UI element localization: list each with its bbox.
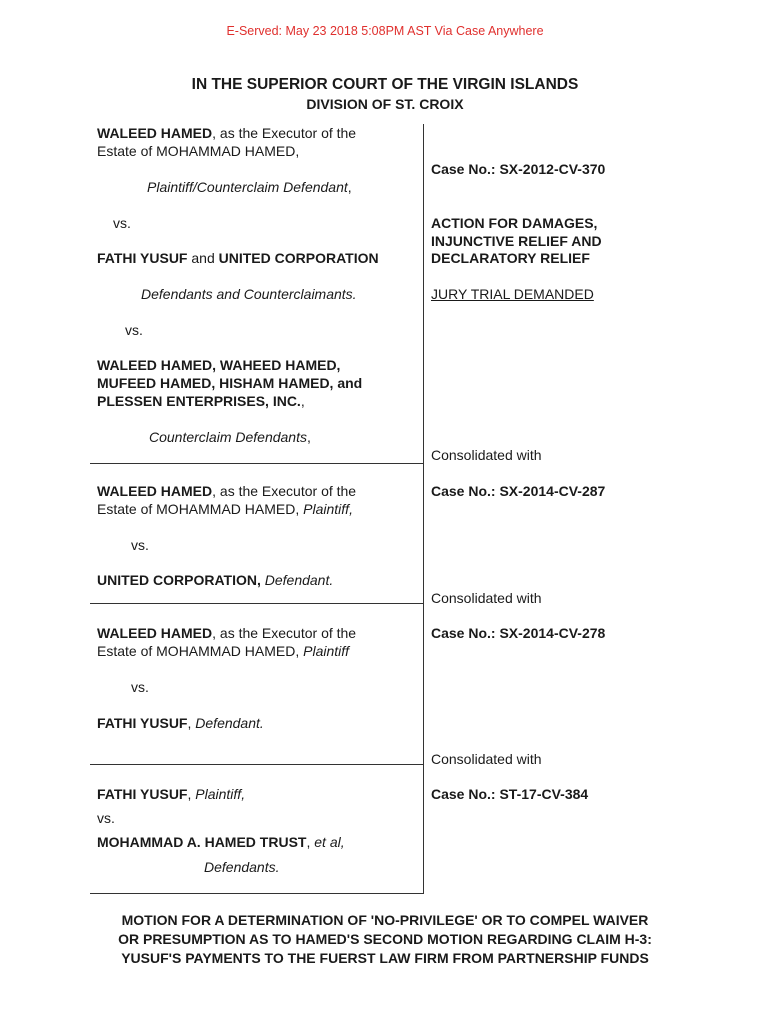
case2-plaintiff-rest: , as the Executor of the (212, 483, 357, 499)
case1-case-number: Case No.: SX-2012-CV-370 (431, 161, 606, 177)
motion-title-line1: MOTION FOR A DETERMINATION OF 'NO-PRIVILEGE' OR TO COMPEL WAIVER (121, 912, 649, 928)
case3-case-number: Case No.: SX-2014-CV-278 (431, 625, 606, 641)
case2-defendant-line (97, 571, 333, 589)
case3-defendant-role: Defendant. (195, 715, 264, 731)
court-division: DIVISION OF ST. CROIX (306, 96, 464, 112)
case4-defendant-comma: , (306, 834, 315, 850)
case4-defendant: MOHAMMAD A. HAMED TRUST (97, 834, 307, 850)
case2-defendant-role: Defendant. (260, 572, 334, 588)
case1-counter-role-comma: , (306, 429, 311, 445)
case1-plaintiff-role: Plaintiff/Counterclaim Defendant (147, 179, 348, 195)
case1-counter-line2: MUFEED HAMED, HISHAM HAMED, and (97, 375, 363, 391)
caption-vertical-divider (423, 124, 424, 894)
case1-plaintiff-name: WALEED HAMED (97, 125, 213, 141)
caption-divider-2 (90, 603, 423, 604)
case4-plaintiff-role: Plaintiff, (195, 786, 246, 802)
case3-plaintiff-line2 (97, 642, 349, 660)
case3-consolidated: Consolidated with (431, 751, 542, 767)
case4-plaintiff: FATHI YUSUF (97, 786, 188, 802)
caption-divider-4 (90, 893, 423, 894)
case1-action-line1: ACTION FOR DAMAGES, (431, 215, 598, 231)
case4-plaintiff-comma: , (187, 786, 196, 802)
case3-plaintiff-role: Plaintiff (303, 643, 350, 659)
case4-plaintiff-line (97, 785, 245, 803)
case2-vs: vs. (131, 537, 149, 553)
case1-defendants-line (97, 249, 379, 267)
case1-defendant-b: UNITED CORPORATION (218, 250, 379, 266)
case1-jury-demand: JURY TRIAL DEMANDED (431, 286, 594, 302)
case4-defendants-label: Defendants. (204, 859, 280, 875)
case2-plaintiff-line1 (97, 482, 356, 500)
case1-consolidated: Consolidated with (431, 447, 542, 463)
case1-defendant-role: Defendants and Counterclaimants. (141, 286, 357, 302)
case1-defendant-a: FATHI YUSUF (97, 250, 188, 266)
case4-defendant-line (97, 833, 345, 851)
case1-counter-line3 (97, 392, 305, 410)
e-served-stamp: E-Served: May 23 2018 5:08PM AST Via Case Anywhere (226, 24, 544, 38)
motion-title-line3: YUSUF'S PAYMENTS TO THE FUERST LAW FIRM FROM PARTNERSHIP FUNDS (121, 950, 649, 966)
case3-plaintiff-estate: Estate of MOHAMMAD HAMED, (97, 643, 304, 659)
case3-defendant-comma: , (187, 715, 196, 731)
case1-action-line3: DECLARATORY RELIEF (431, 250, 590, 266)
case1-vs: vs. (113, 215, 131, 231)
case1-and: and (187, 250, 219, 266)
case2-consolidated: Consolidated with (431, 590, 542, 606)
case2-plaintiff-name: WALEED HAMED (97, 483, 213, 499)
case3-vs: vs. (131, 679, 149, 695)
court-title: IN THE SUPERIOR COURT OF THE VIRGIN ISLANDS (191, 76, 579, 93)
case2-plaintiff-role: Plaintiff, (303, 501, 353, 517)
case3-plaintiff-rest: , as the Executor of the (212, 625, 357, 641)
case1-plaintiff-line1 (97, 124, 356, 142)
case4-vs: vs. (97, 810, 115, 826)
case1-plaintiff-line2: Estate of MOHAMMAD HAMED, (97, 143, 300, 159)
case1-counter-comma: , (300, 393, 305, 409)
case2-case-number: Case No.: SX-2014-CV-287 (431, 483, 606, 499)
case3-defendant-line (97, 714, 264, 732)
case1-action-line2: INJUNCTIVE RELIEF AND (431, 233, 602, 249)
motion-title-line2: OR PRESUMPTION AS TO HAMED'S SECOND MOTION REGARDING CLAIM H-3: (118, 931, 652, 947)
case3-defendant: FATHI YUSUF (97, 715, 188, 731)
case1-plaintiff-role-line (147, 178, 352, 196)
case2-plaintiff-line2 (97, 500, 353, 518)
case2-plaintiff-estate: Estate of MOHAMMAD HAMED, (97, 501, 304, 517)
case1-counter-role: Counterclaim Defendants (149, 429, 307, 445)
case1-vs2: vs. (125, 322, 143, 338)
case1-plaintiff-role-comma: , (347, 179, 352, 195)
case1-counter-name3: PLESSEN ENTERPRISES, INC. (97, 393, 301, 409)
case4-defendant-role: et al, (314, 834, 345, 850)
case3-plaintiff-name: WALEED HAMED (97, 625, 213, 641)
case1-counter-line1: WALEED HAMED, WAHEED HAMED, (97, 357, 341, 373)
case4-case-number: Case No.: ST-17-CV-384 (431, 786, 589, 802)
case3-plaintiff-line1 (97, 624, 356, 642)
case2-defendant: UNITED CORPORATION, (97, 572, 261, 588)
case1-plaintiff-rest: , as the Executor of the (212, 125, 357, 141)
caption-divider-1 (90, 463, 423, 464)
case1-counter-role-line (149, 428, 311, 446)
caption-divider-3 (90, 764, 423, 765)
